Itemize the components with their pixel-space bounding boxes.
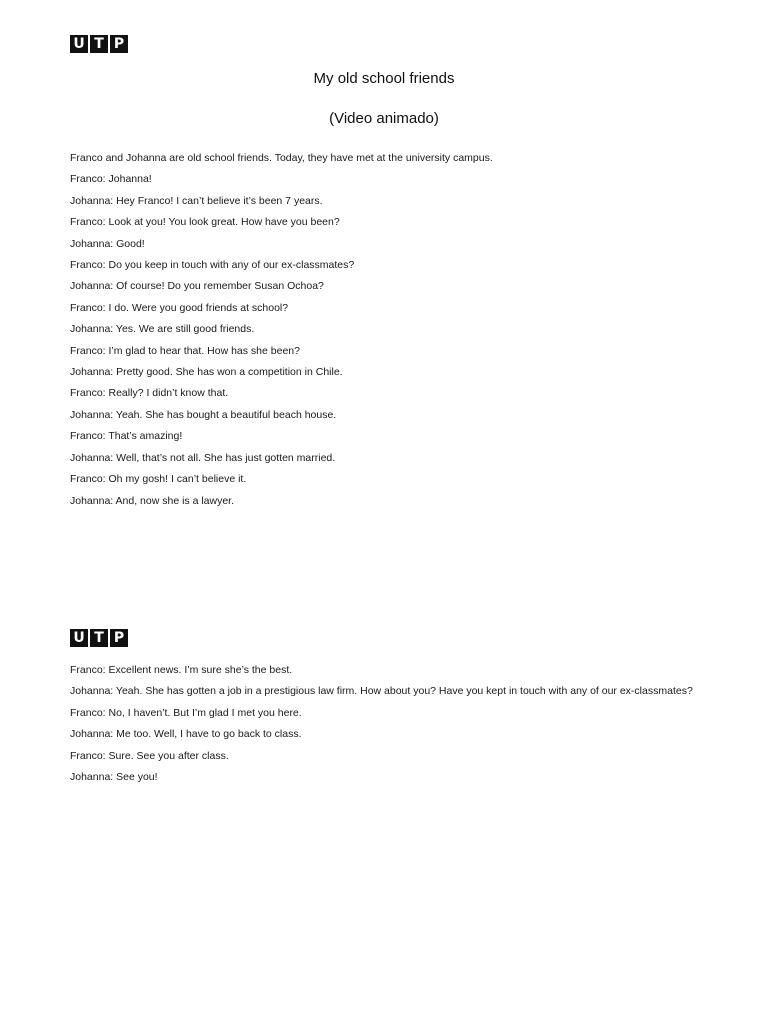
dialogue-page-2 [70,660,730,788]
dialogue-line: Franco: I do. Were you good friends at school? [70,301,289,314]
utp-logo [70,35,128,53]
dialogue-line: Johanna: Yeah. She has gotten a job in a prestigious law firm. How about you? Have you kept in touch with any of our ex-classmates? [70,685,693,698]
dialogue-line: Franco: Do you keep in touch with any of our ex-classmates? [70,259,355,272]
logo-letter-p: P [110,629,128,647]
page-title: My old school friends [313,70,455,87]
dialogue-line: Johanna: Of course! Do you remember Susan Ochoa? [70,280,324,293]
dialogue-line: Johanna: And, now she is a lawyer. [70,494,235,507]
page-subtitle: (Video animado) [329,110,439,127]
dialogue-line: Johanna: Pretty good. She has won a competition in Chile. [70,366,343,379]
intro-line: Franco and Johanna are old school friends. Today, they have met at the university campus. [70,152,493,164]
dialogue-line: Johanna: Me too. Well, I have to go back to class. [70,728,302,741]
dialogue-line: Johanna: Good! [70,237,145,250]
logo-letter-t: T [90,629,108,647]
dialogue-line: Franco: Really? I didn’t know that. [70,387,229,400]
dialogue-page-1 [70,148,730,512]
dialogue-line: Johanna: See you! [70,771,158,784]
dialogue-line: Franco: No, I haven’t. But I’m glad I met you here. [70,706,302,719]
utp-logo [70,629,128,647]
logo-letter-t: T [90,35,108,53]
dialogue-line: Johanna: Yes. We are still good friends. [70,323,255,336]
dialogue-line: Franco: That’s amazing! [70,430,183,443]
dialogue-line: Franco: Look at you! You look great. How have you been? [70,216,340,229]
logo-letter-p: P [110,35,128,53]
logo-letter-u: U [70,629,88,647]
dialogue-line: Johanna: Hey Franco! I can’t believe it’s been 7 years. [70,194,323,207]
dialogue-line: Franco: Johanna! [70,173,152,186]
dialogue-line: Johanna: Yeah. She has bought a beautiful beach house. [70,408,337,421]
logo-letter-u: U [70,35,88,53]
dialogue-line: Franco: I’m glad to hear that. How has she been? [70,344,300,357]
dialogue-line: Johanna: Well, that’s not all. She has just gotten married. [70,451,336,464]
dialogue-line: Franco: Oh my gosh! I can’t believe it. [70,473,247,486]
dialogue-line: Franco: Sure. See you after class. [70,749,229,762]
dialogue-line: Franco: Excellent news. I’m sure she’s the best. [70,664,293,676]
